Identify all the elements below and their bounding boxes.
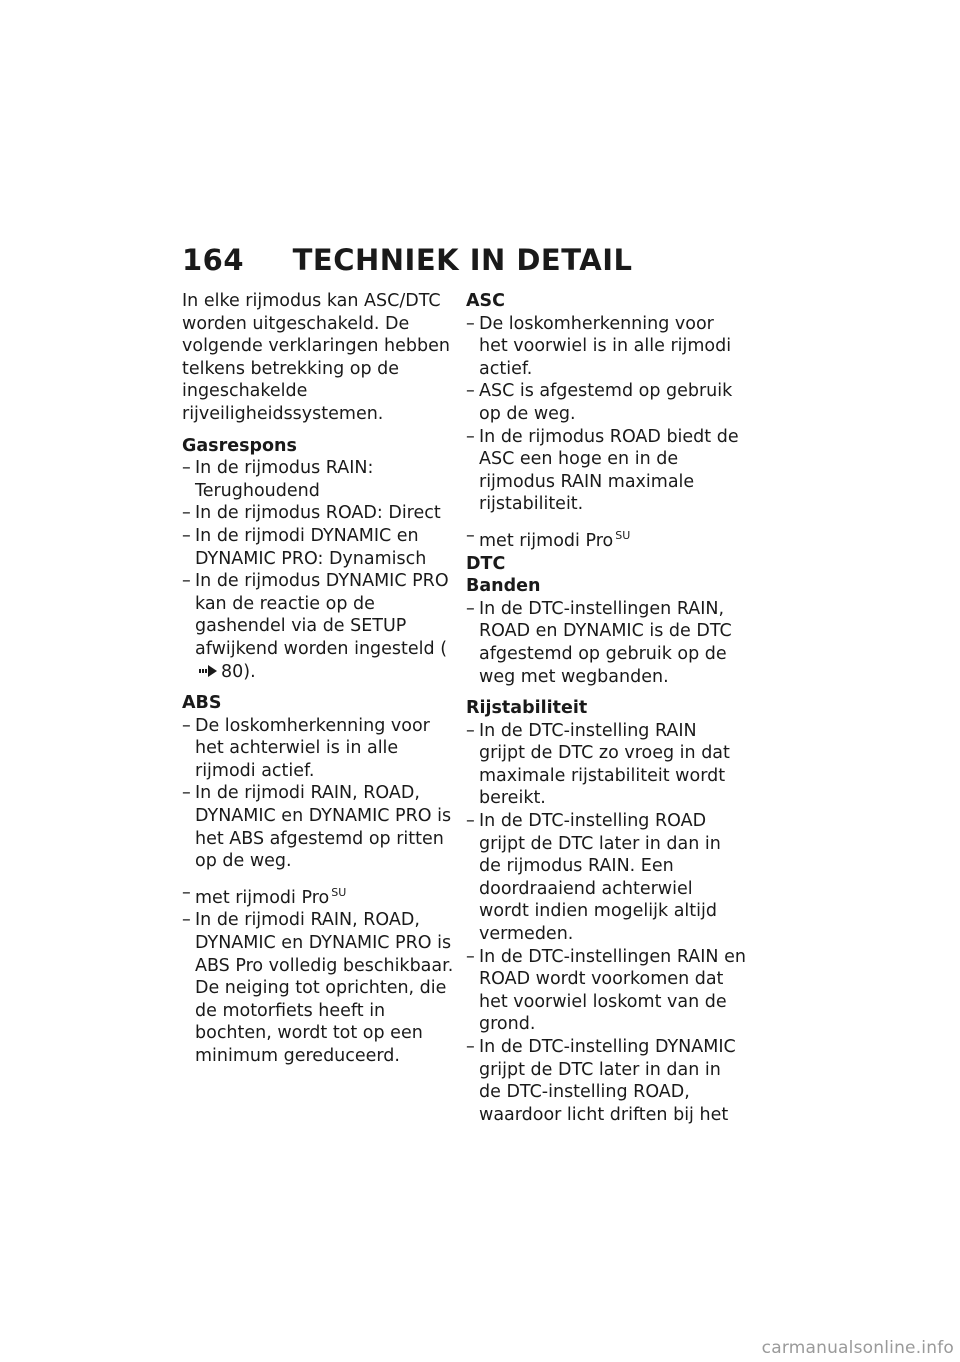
list-item: – In de rijmodi RAIN, ROAD, DYNAMIC en DYNAMIC PRO is ABS Pro volledig beschikbaar. De neiging tot oprichten, die de motorfiets heeft in bochten, wordt tot op een minimum gereduceerd.	[182, 909, 462, 1067]
abs-heading: ABS	[182, 693, 222, 714]
dtc-pro-sup: SU	[615, 528, 631, 542]
asc-heading: ASC	[466, 291, 505, 311]
abs-pro-sup: SU	[331, 885, 347, 899]
rijstabiliteit-list	[466, 720, 746, 1127]
list-item: – In de rijmodus RAIN: Terughoudend	[182, 457, 462, 502]
rijstabiliteit-heading: Rijstabiliteit	[466, 698, 588, 719]
intro-paragraph: In elke rijmodus kan ASC/DTC worden uitgeschakeld. De volgende verklaringen hebben telkens betrekking op de ingeschakelde rijveiligheidssystemen.	[182, 291, 450, 424]
watermark: carmanualsonline.info	[761, 1338, 954, 1358]
list-item: – In de rijmodi RAIN, ROAD, DYNAMIC en DYNAMIC PRO is het ABS afgestemd op ritten op de weg.	[182, 782, 462, 872]
page-number: 164	[182, 243, 245, 277]
banden-list	[466, 598, 746, 688]
list-item: – In de DTC-instelling ROAD grijpt de DTC later in dan in de rijmodus RAIN. Een doordraaiend achterwiel wordt indien mogelijk altijd vermeden.	[466, 810, 746, 946]
list-item: – ASC is afgestemd op gebruik op de weg.	[466, 380, 746, 425]
right-column	[466, 290, 746, 1135]
list-item: – In de rijmodus ROAD biedt de ASC een hoge en in de rijmodus RAIN maximale rijstabiliteit.	[466, 426, 746, 516]
list-item: – In de DTC-instellingen RAIN, ROAD en DYNAMIC is de DTC afgestemd op gebruik op de weg met wegbanden.	[466, 598, 746, 688]
list-item: – In de DTC-instelling DYNAMIC grijpt de DTC later in dan in de DTC-instelling ROAD, waardoor licht driften bij het	[466, 1036, 746, 1126]
list-item	[182, 570, 462, 683]
dtc-pro-note-text: met rijmodi Pro	[479, 530, 614, 551]
page-ref-open: (	[440, 638, 448, 659]
page-header	[182, 243, 782, 279]
page-reference-arrow-icon	[199, 664, 219, 678]
banden-heading: Banden	[466, 576, 541, 597]
list-item-text: In de rijmodus DYNAMIC PRO kan de reactie op de gashendel via de SETUP afwijkend worden ingesteld	[195, 571, 449, 659]
dtc-pro-note	[466, 525, 746, 553]
abs-list	[182, 715, 462, 873]
list-item: – In de rijmodi DYNAMIC en DYNAMIC PRO: Dynamisch	[182, 525, 462, 570]
asc-list	[466, 313, 746, 516]
abs-pro-list	[182, 909, 462, 1067]
page-reference-link[interactable]: 80).	[221, 661, 256, 682]
gas-list	[182, 457, 462, 683]
dtc-heading: DTC	[466, 553, 506, 574]
list-item: – De loskomherkenning voor het achterwiel is in alle rijmodi actief.	[182, 715, 462, 783]
list-item: – In de rijmodus ROAD: Direct	[182, 502, 462, 525]
list-item: – In de DTC-instelling RAIN grijpt de DTC zo vroeg in dat maximale rijstabiliteit wordt bereikt.	[466, 720, 746, 810]
chapter-title: TECHNIEK IN DETAIL	[292, 243, 633, 277]
list-item: – In de DTC-instellingen RAIN en ROAD wordt voorkomen dat het voorwiel loskomt van de grond.	[466, 946, 746, 1036]
abs-pro-note-text: met rijmodi Pro	[195, 887, 330, 908]
left-column	[182, 290, 462, 1077]
gas-heading: Gasrespons	[182, 435, 297, 456]
list-item: – De loskomherkenning voor het voorwiel is in alle rijmodi actief.	[466, 313, 746, 381]
abs-pro-note	[182, 882, 462, 910]
